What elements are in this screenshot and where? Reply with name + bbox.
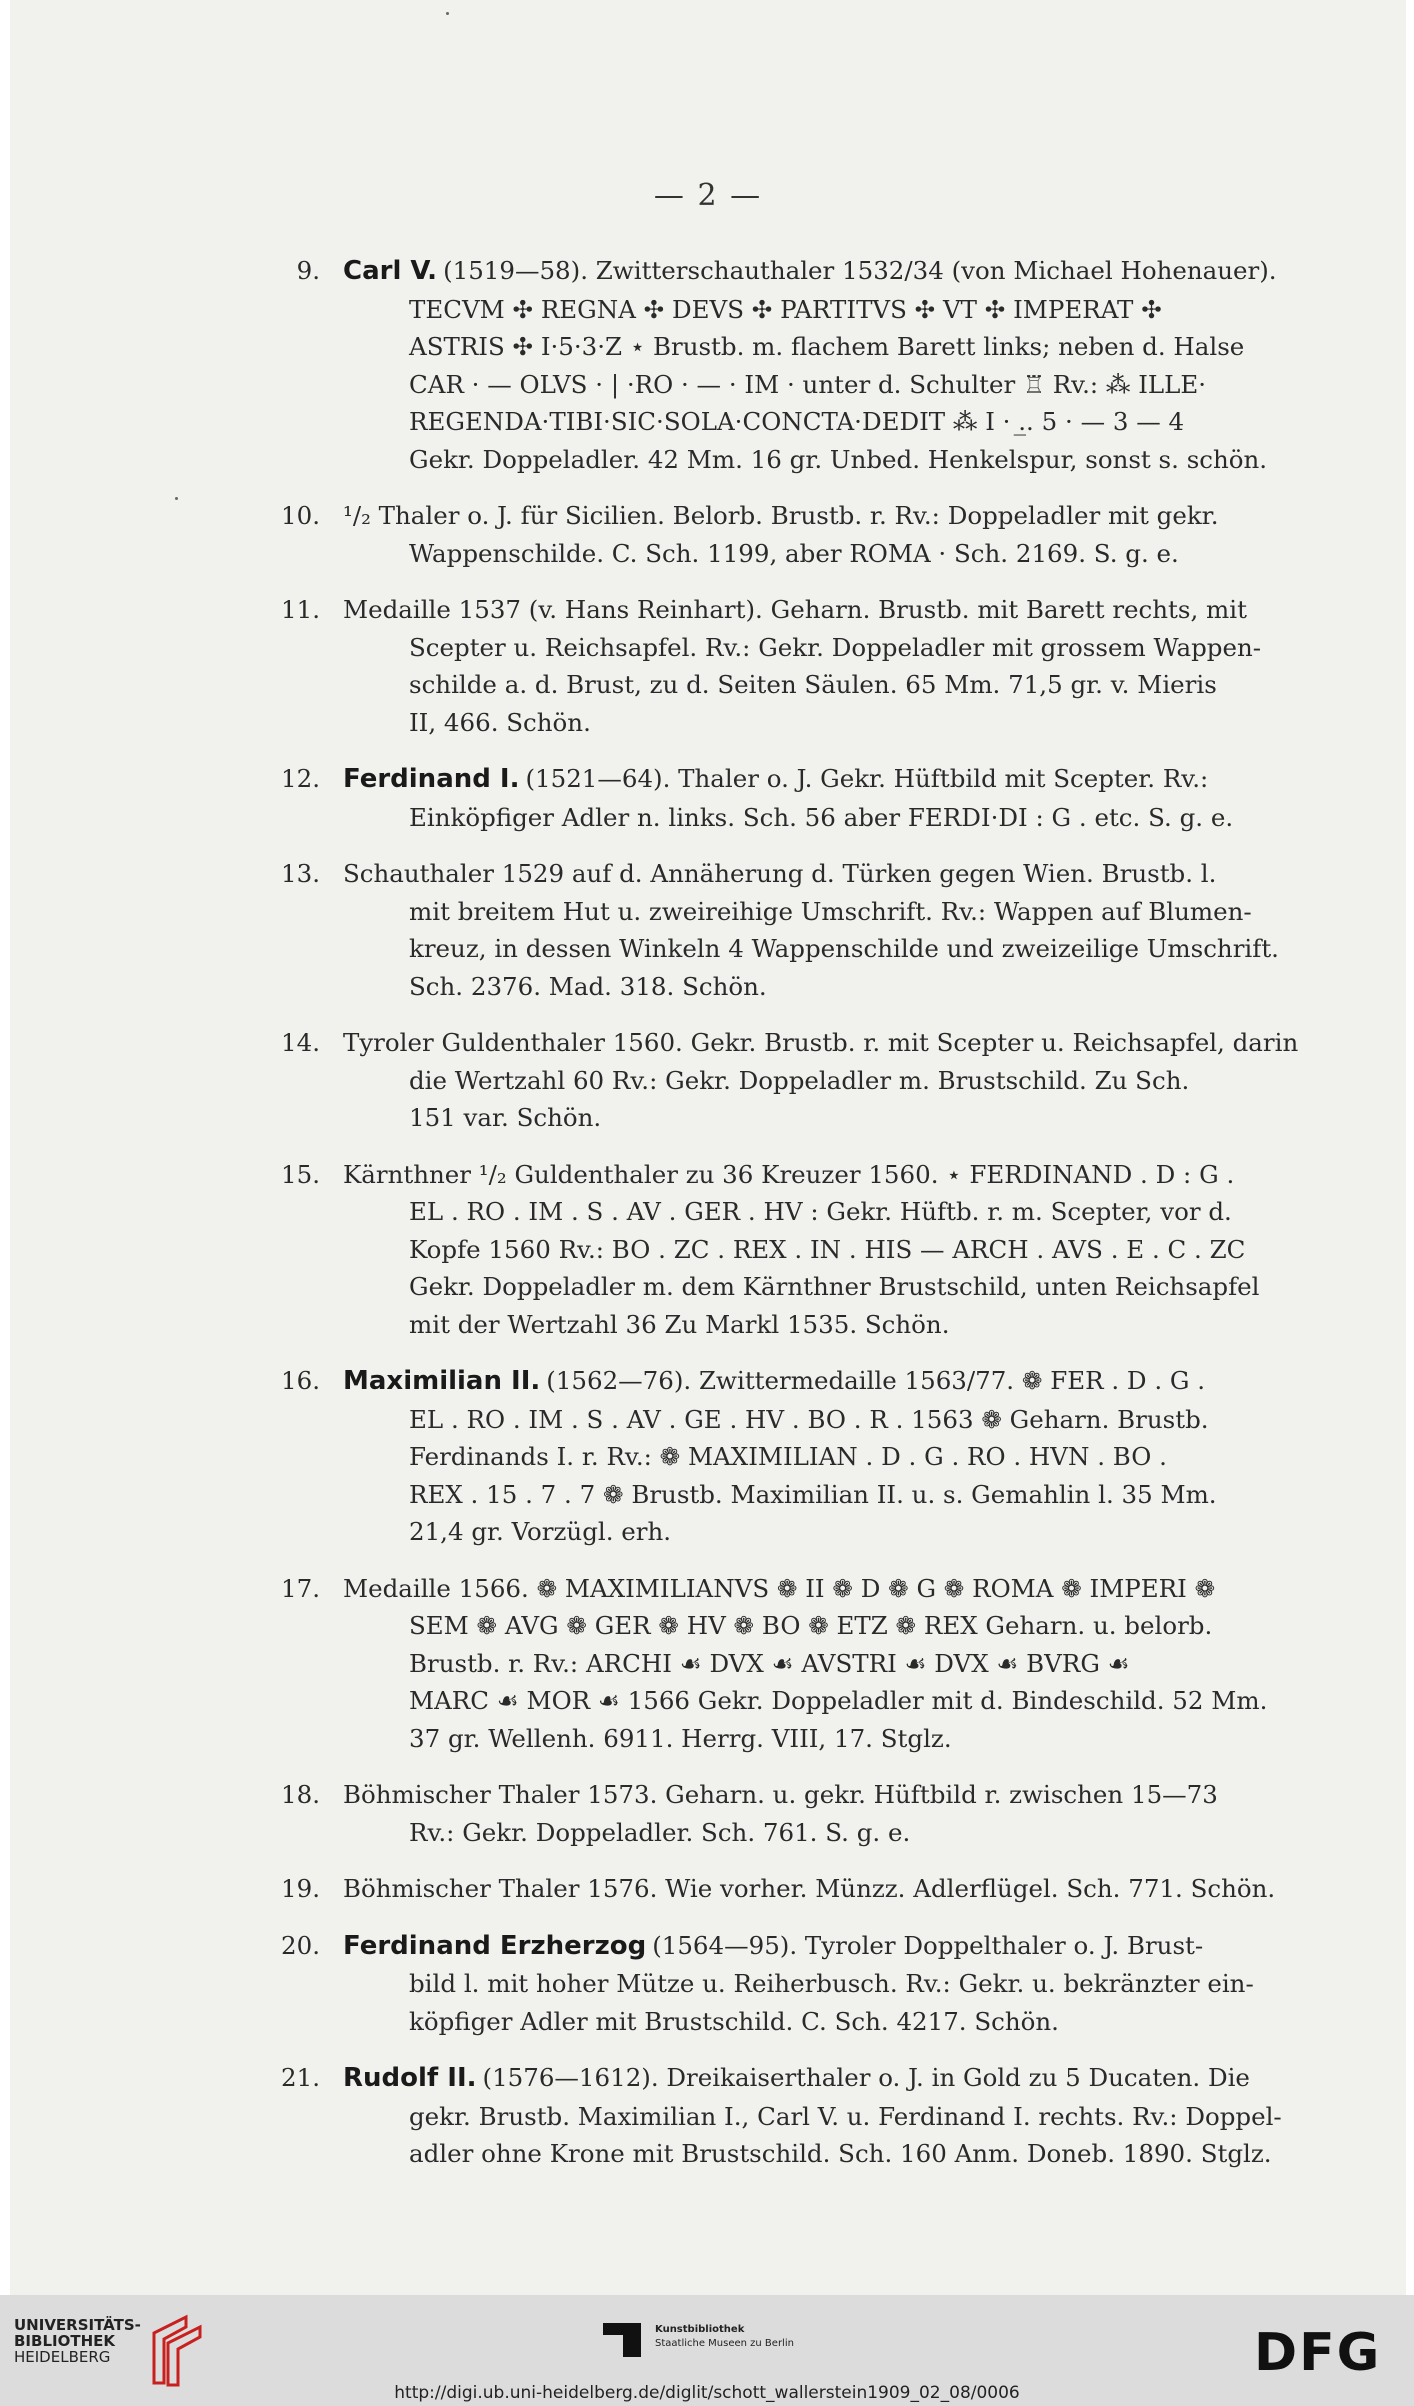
entry-line bbox=[343, 1570, 1320, 1608]
entry-line bbox=[343, 403, 1320, 441]
entry-text: Einköpfiger Adler n. links. Sch. 56 aber FERDI·DI : G . etc. S. g. e. bbox=[409, 802, 1234, 832]
entry-line bbox=[343, 1024, 1320, 1062]
entry-text: (1562—76). Zwittermedaille 1563/77. ❁ FER . D . G . bbox=[546, 1366, 1206, 1395]
ub-line-2: BIBLIOTHEK bbox=[14, 2332, 115, 2350]
entry-line bbox=[343, 1682, 1320, 1720]
entry-text: Gekr. Doppeladler m. dem Kärnthner Brustschild, unten Reichsapfel bbox=[409, 1272, 1260, 1301]
entry-text: Ferdinands I. r. Rv.: ❁ MAXIMILIAN . D . G . RO . HVN . BO . bbox=[409, 1442, 1167, 1471]
kb-line-1: Kunstbibliothek bbox=[655, 2324, 745, 2335]
entry-line bbox=[343, 1870, 1320, 1908]
catalogue-entry bbox=[268, 252, 1320, 478]
catalogue-entry bbox=[268, 497, 1320, 572]
entry-line bbox=[343, 1645, 1320, 1683]
entry-number: 12. bbox=[281, 764, 320, 793]
kb-line-2: Staatliche Museen zu Berlin bbox=[655, 2338, 794, 2349]
catalogue-entry bbox=[268, 1776, 1320, 1851]
ub-heidelberg-logo[interactable] bbox=[14, 2317, 214, 2387]
entry-number: 21. bbox=[281, 2063, 320, 2092]
entry-line bbox=[343, 591, 1320, 629]
entry-number: 11. bbox=[281, 595, 320, 624]
entry-text: 151 var. Schön. bbox=[409, 1103, 602, 1132]
catalogue-entries bbox=[268, 252, 1320, 2192]
entry-text: REGENDA·TIBI·SIC·SOLA·CONCTA·DEDIT ⁂ I · .̲. 5 · — 3 — 4 bbox=[409, 407, 1185, 436]
ruler-name: Maximilian II. bbox=[343, 1366, 541, 1396]
ub-mark-icon bbox=[146, 2313, 210, 2389]
entry-line bbox=[343, 1776, 1320, 1814]
entry-text: gekr. Brustb. Maximilian I., Carl V. u. Ferdinand I. rechts. Rv.: Doppel- bbox=[409, 2101, 1282, 2131]
entry-line bbox=[343, 930, 1320, 968]
entry-text: schilde a. d. Brust, zu d. Seiten Säulen. 65 Mm. 71,5 gr. v. Mieris bbox=[409, 670, 1217, 699]
entry-line bbox=[343, 1476, 1320, 1514]
permalink-url[interactable]: http://digi.ub.uni-heidelberg.de/diglit/schott_wallerstein1909_02_08/0006 bbox=[394, 2383, 1020, 2403]
entry-line bbox=[343, 1306, 1320, 1344]
entry-line bbox=[343, 855, 1320, 893]
entry-text: Rv.: Gekr. Doppeladler. Sch. 761. S. g. e. bbox=[409, 1817, 911, 1847]
entry-text: mit der Wertzahl 36 Zu Markl 1535. Schön. bbox=[409, 1309, 950, 1339]
entry-text: 37 gr. Wellenh. 6911. Herrg. VIII, 17. Stglz. bbox=[409, 1723, 952, 1753]
entry-number: 16. bbox=[281, 1366, 320, 1395]
entry-number: 15. bbox=[281, 1159, 320, 1189]
entry-text: EL . RO . IM . S . AV . GER . HV : Gekr. Hüftb. r. m. Scepter, vor d. bbox=[409, 1197, 1232, 1226]
entry-text: ASTRIS ✣ I·5·3·Z ⋆ Brustb. m. flachem Barett links; neben d. Halse bbox=[409, 332, 1245, 361]
entry-text: die Wertzahl 60 Rv.: Gekr. Doppeladler m. Brustschild. Zu Sch. bbox=[409, 1065, 1190, 1095]
entry-text: CAR · — OLVS · | ·RO · — · IM · unter d. Schulter ♖ Rv.: ⁂ ILLE· bbox=[409, 369, 1207, 399]
entry-text: Tyroler Guldenthaler 1560. Gekr. Brustb. r. mit Scepter u. Reichsapfel, darin bbox=[343, 1028, 1299, 1057]
entry-number: 18. bbox=[281, 1780, 320, 1809]
entry-text: Wappenschilde. C. Sch. 1199, aber ROMA · Sch. 2169. S. g. e. bbox=[409, 538, 1179, 568]
entry-line bbox=[343, 893, 1320, 931]
ruler-name: Rudolf II. bbox=[343, 2063, 477, 2093]
entry-text: köpfiger Adler mit Brustschild. C. Sch. 4217. Schön. bbox=[409, 2006, 1059, 2036]
entry-text: kreuz, in dessen Winkeln 4 Wappenschilde und zweizeilige Umschrift. bbox=[409, 934, 1279, 963]
entry-number: 14. bbox=[281, 1028, 320, 1057]
entry-text: Brustb. r. Rv.: ARCHI ☙ DVX ☙ AVSTRI ☙ DVX ☙ BVRG ☙ bbox=[409, 1648, 1130, 1678]
entry-line bbox=[343, 1268, 1320, 1306]
entry-text: Böhmischer Thaler 1573. Geharn. u. gekr. Hüftbild r. zwischen 15—73 bbox=[343, 1780, 1218, 1809]
kunstbibliothek-logo[interactable] bbox=[603, 2319, 843, 2369]
entry-text: Sch. 2376. Mad. 318. Schön. bbox=[409, 971, 767, 1001]
dfg-logo[interactable]: DFG bbox=[1254, 2323, 1382, 2383]
entry-text: bild l. mit hoher Mütze u. Reiherbusch. Rv.: Gekr. u. bekränzter ein- bbox=[409, 1969, 1254, 1998]
ruler-name: Ferdinand Erzherzog bbox=[343, 1930, 647, 1961]
entry-line bbox=[343, 2003, 1320, 2041]
entry-line bbox=[343, 2135, 1320, 2173]
entry-text: REX . 15 . 7 . 7 ❁ Brustb. Maximilian II. u. s. Gemahlin l. 35 Mm. bbox=[409, 1479, 1217, 1509]
footer-bar bbox=[0, 2295, 1414, 2406]
entry-text: Kopfe 1560 Rv.: BO . ZC . REX . IN . HIS — ARCH . AVS . E . C . ZC bbox=[409, 1234, 1246, 1264]
entry-line bbox=[343, 968, 1320, 1006]
entry-number: 13. bbox=[281, 859, 320, 888]
entry-line bbox=[343, 1362, 1320, 1401]
catalogue-entry bbox=[268, 855, 1320, 1005]
entry-line bbox=[343, 2098, 1320, 2136]
ruler-name: Carl V. bbox=[343, 256, 438, 286]
scanned-page bbox=[10, 0, 1406, 2295]
catalogue-entry bbox=[268, 1362, 1320, 1551]
entry-line bbox=[343, 1156, 1320, 1194]
kunstbibliothek-mark-icon bbox=[603, 2319, 643, 2359]
scan-speck bbox=[446, 12, 449, 15]
entry-line bbox=[343, 1607, 1320, 1645]
entry-text: EL . RO . IM . S . AV . GE . HV . BO . R . 1563 ❁ Geharn. Brustb. bbox=[409, 1404, 1209, 1434]
entry-line bbox=[343, 441, 1320, 479]
entry-line bbox=[343, 497, 1320, 535]
ruler-name: Ferdinand I. bbox=[343, 764, 520, 794]
entry-text: adler ohne Krone mit Brustschild. Sch. 160 Anm. Doneb. 1890. Stglz. bbox=[409, 2139, 1272, 2168]
catalogue-entry bbox=[268, 1156, 1320, 1344]
page-number: — 2 — bbox=[653, 178, 763, 213]
entry-line bbox=[343, 1513, 1320, 1551]
entry-line bbox=[343, 2059, 1320, 2098]
catalogue-entry bbox=[268, 1024, 1320, 1137]
entry-text: Böhmischer Thaler 1576. Wie vorher. Münzz. Adlerflügel. Sch. 771. Schön. bbox=[343, 1874, 1276, 1903]
entry-text: Medaille 1566. ❁ MAXIMILIANVS ❁ II ❁ D ❁ G ❁ ROMA ❁ IMPERI ❁ bbox=[343, 1573, 1216, 1603]
entry-line bbox=[343, 1814, 1320, 1852]
entry-text: (1519—58). Zwitterschauthaler 1532/34 (von Michael Hohenauer). bbox=[443, 256, 1277, 285]
entry-line bbox=[343, 1062, 1320, 1100]
scan-speck bbox=[175, 497, 178, 500]
entry-text: 21,4 gr. Vorzügl. erh. bbox=[409, 1517, 672, 1546]
entry-line bbox=[343, 666, 1320, 704]
entry-text: ¹/₂ Thaler o. J. für Sicilien. Belorb. Brustb. r. Rv.: Doppeladler mit gekr. bbox=[343, 501, 1219, 530]
entry-text: (1521—64). Thaler o. J. Gekr. Hüftbild mit Scepter. Rv.: bbox=[525, 764, 1209, 793]
entry-line bbox=[343, 252, 1320, 291]
entry-text: (1564—95). Tyroler Doppelthaler o. J. Brust- bbox=[652, 1930, 1204, 1960]
entry-line bbox=[343, 328, 1320, 366]
ub-line-1: UNIVERSITÄTS- bbox=[14, 2316, 141, 2334]
ub-logo-text bbox=[14, 2317, 141, 2365]
entry-line bbox=[343, 1193, 1320, 1231]
entry-number: 19. bbox=[281, 1874, 320, 1903]
entry-line bbox=[343, 760, 1320, 799]
entry-line bbox=[343, 799, 1320, 837]
entry-number: 17. bbox=[281, 1573, 320, 1603]
entry-text: Schauthaler 1529 auf d. Annäherung d. Türken gegen Wien. Brustb. l. bbox=[343, 859, 1217, 888]
entry-text: Scepter u. Reichsapfel. Rv.: Gekr. Doppeladler mit grossem Wappen- bbox=[409, 632, 1262, 662]
catalogue-entry bbox=[268, 760, 1320, 836]
entry-text: Medaille 1537 (v. Hans Reinhart). Geharn. Brustb. mit Barett rechts, mit bbox=[343, 595, 1247, 624]
entry-line bbox=[343, 1231, 1320, 1269]
entry-line bbox=[343, 366, 1320, 404]
entry-line bbox=[343, 535, 1320, 573]
entry-number: 10. bbox=[281, 501, 320, 530]
entry-text: (1576—1612). Dreikaiserthaler o. J. in Gold zu 5 Ducaten. Die bbox=[482, 2063, 1250, 2092]
ub-line-3: HEIDELBERG bbox=[14, 2348, 111, 2366]
entry-text: SEM ❁ AVG ❁ GER ❁ HV ❁ BO ❁ ETZ ❁ REX Geharn. u. belorb. bbox=[409, 1611, 1213, 1640]
entry-number: 20. bbox=[281, 1930, 320, 1960]
entry-line bbox=[343, 1099, 1320, 1137]
entry-line bbox=[343, 629, 1320, 667]
entry-line bbox=[343, 1401, 1320, 1439]
catalogue-entry bbox=[268, 591, 1320, 741]
catalogue-entry bbox=[268, 1570, 1320, 1758]
catalogue-entry bbox=[268, 2059, 1320, 2173]
catalogue-entry bbox=[268, 1870, 1320, 1908]
entry-text: TECVM ✣ REGNA ✣ DEVS ✣ PARTITVS ✣ VT ✣ IMPERAT ✣ bbox=[409, 294, 1162, 324]
entry-line bbox=[343, 1927, 1320, 1966]
entry-text: Gekr. Doppeladler. 42 Mm. 16 gr. Unbed. Henkelspur, sonst s. schön. bbox=[409, 444, 1268, 474]
catalogue-entry bbox=[268, 1927, 1320, 2041]
entry-line bbox=[343, 1965, 1320, 2003]
entry-line bbox=[343, 1720, 1320, 1758]
kunstbibliothek-text bbox=[655, 2323, 794, 2351]
entry-number: 9. bbox=[296, 256, 320, 285]
entry-text: Kärnthner ¹/₂ Guldenthaler zu 36 Kreuzer 1560. ⋆ FERDINAND . D : G . bbox=[343, 1159, 1235, 1189]
entry-text: II, 466. Schön. bbox=[409, 707, 591, 737]
entry-text: MARC ☙ MOR ☙ 1566 Gekr. Doppeladler mit d. Bindeschild. 52 Mm. bbox=[409, 1686, 1268, 1715]
entry-line bbox=[343, 1438, 1320, 1476]
entry-line bbox=[343, 704, 1320, 742]
entry-text: mit breitem Hut u. zweireihige Umschrift. Rv.: Wappen auf Blumen- bbox=[409, 896, 1252, 926]
entry-line bbox=[343, 291, 1320, 329]
